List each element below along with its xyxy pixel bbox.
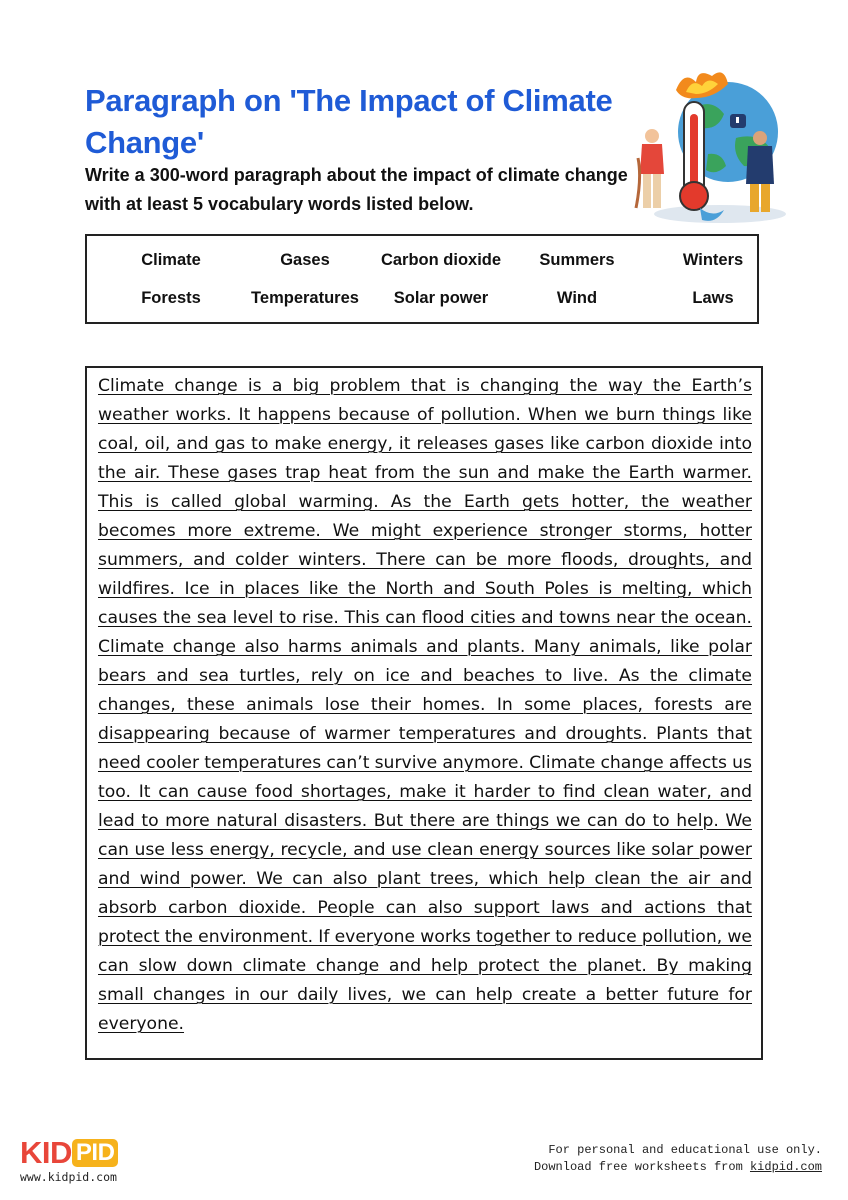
footer-line2: [534, 1159, 822, 1176]
footer-link[interactable]: kidpid.com: [749, 1160, 822, 1174]
footer: [534, 1142, 822, 1176]
instructions: Write a 300-word paragraph about the impact of climate change with at least 5 vocabulary words listed below.: [85, 165, 628, 214]
vocab-word: Summers: [539, 251, 615, 269]
vocab-word: Wind: [556, 289, 598, 307]
paragraph-box: [85, 366, 763, 1060]
vocabulary-grid: [105, 248, 757, 310]
vocab-word: Temperatures: [251, 289, 359, 307]
vocab-word: Winters: [682, 251, 744, 269]
footer-line1: For personal and educational use only.: [548, 1143, 822, 1157]
climate-change-illustration-icon: [632, 68, 792, 228]
logo-kid-text: KID: [20, 1135, 72, 1170]
vocabulary-box: [85, 234, 759, 324]
logo-pid-text: PID: [72, 1139, 119, 1167]
vocab-word: Solar power: [393, 289, 489, 307]
vocab-word: Gases: [280, 251, 330, 269]
vocab-word: Climate: [141, 251, 201, 269]
vocab-word: Forests: [141, 289, 201, 307]
vocab-word: Laws: [692, 289, 734, 307]
footer-line2-prefix: Download free worksheets from: [533, 1160, 750, 1174]
page-title: Paragraph on 'The Impact of Climate Change': [85, 83, 613, 160]
vocab-word: Carbon dioxide: [380, 251, 502, 269]
logo-url: www.kidpid.com: [20, 1170, 117, 1184]
paragraph-text: Climate change is a big problem that is changing the way the Earth’s weather works. It happens because of pollution. When we burn things like coal, oil, and gas to make energy, it releases gases like carbon dioxide into the air. These gases trap heat from the sun and make the Earth warmer. This is called global warming. As the Earth gets hotter, the weather becomes more extreme. We might experience stronger storms, hotter summers, and colder winters. There can be more floods, droughts, and wildfires. Ice in places like the North and South Poles is melting, which causes the sea level to rise. This can flood cities and towns near the ocean. Climate change also harms animals and plants. Many animals, like polar bears and sea turtles, rely on ice and beaches to live. As the climate changes, these animals lose their homes. In some places, forests are disappearing because of warmer temperatures and droughts. Plants that need cooler temperatures can’t survive anymore. Climate change affects us too. It can cause food shortages, make it harder to find clean water, and lead to more natural disasters. But there are things we can do to help. We can use less energy, recycle, and use clean energy sources like solar power and wind power. We can also plant trees, which help clean the air and absorb carbon dioxide. People can also support laws and actions that protect the environment. If everyone works together to reduce pollution, we can slow down climate change and help protect the planet. By making small changes in our daily lives, we can help create a better future for everyone.: [98, 376, 752, 1034]
